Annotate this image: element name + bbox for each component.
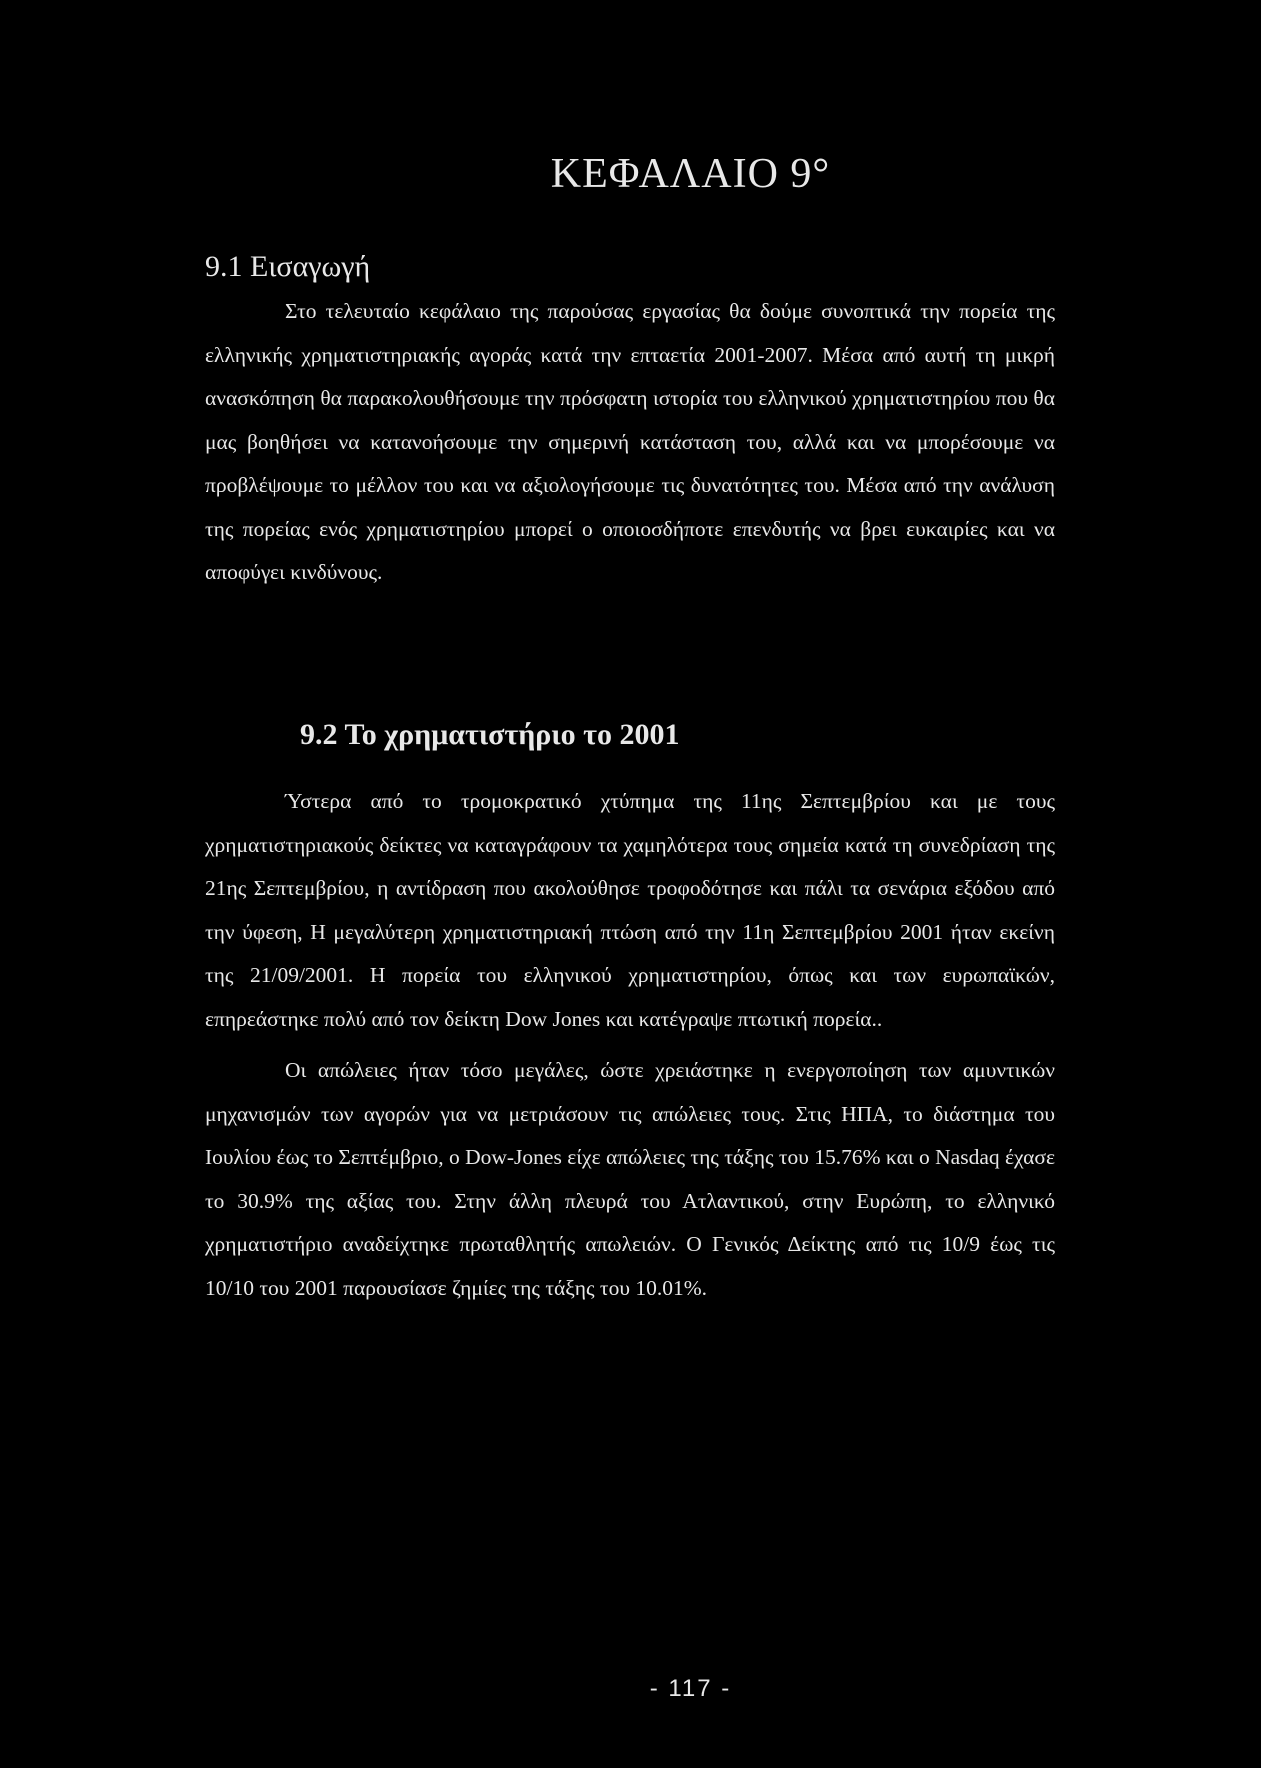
paragraph: Στο τελευταίο κεφάλαιο της παρούσας εργασίας θα δούμε συνοπτικά την πορεία της ελληνικής χρηματιστηριακής αγοράς κατά την επταετία 2001-2007. Μέσα από αυτή τη μικρή ανασκόπηση θα παρακολουθήσουμε την πρόσφατη ιστορία του ελληνικού χρηματιστηρίου που θα μας βοηθήσει να κατανοήσουμε την σημερινή κατάσταση του, αλλά και να μπορέσουμε να προβλέψουμε το μέλλον του και να αξιολογήσουμε τις δυνατότητες του. Μέσα από την ανάλυση της πορείας ενός χρηματιστηρίου μπορεί ο οποιοσδήποτε επενδυτής να βρει ευκαιρίες και να αποφύγει κινδύνους. (205, 299, 1055, 584)
section-body-stock-market-2001 (205, 780, 1055, 1310)
section-heading-introduction: 9.1 Εισαγωγή (205, 250, 371, 283)
paragraph: Ύστερα από το τρομοκρατικό χτύπημα της 11ης Σεπτεμβρίου και με τους χρηματιστηριακούς δείκτες να καταγράφουν τα χαμηλότερα τους σημεία κατά τη συνεδρίαση της 21ης Σεπτεμβρίου, η αντίδραση που ακολούθησε τροφοδότησε και πάλι τα σενάρια εξόδου από την ύφεση, Η μεγαλύτερη χρηματιστηριακή πτώση από την 11η Σεπτεμβρίου 2001 ήταν εκείνη της 21/09/2001. Η πορεία του ελληνικού χρηματιστηρίου, όπως και των ευρωπαϊκών, επηρεάστηκε πολύ από τον δείκτη Dow Jones και κατέγραψε πτωτική πορεία.. (205, 789, 1055, 1031)
section-body-introduction (205, 290, 1055, 595)
section-heading-stock-market-2001: 9.2 Το χρηματιστήριο το 2001 (300, 718, 680, 751)
chapter-title: ΚΕΦΑΛΑΙΟ 9° (550, 151, 831, 197)
paragraph: Οι απώλειες ήταν τόσο μεγάλες, ώστε χρειάστηκε η ενεργοποίηση των αμυντικών μηχανισμών των αγορών για να μετριάσουν τις απώλειες τους. Στις ΗΠΑ, το διάστημα του Ιουλίου έως το Σεπτέμβριο, ο Dow-Jones είχε απώλειες της τάξης του 15.76% και ο Nasdaq έχασε το 30.9% της αξίας του. Στην άλλη πλευρά του Ατλαντικού, στην Ευρώπη, το ελληνικό χρηματιστήριο αναδείχτηκε πρωταθλητής απωλειών. Ο Γενικός Δείκτης από τις 10/9 έως τις 10/10 του 2001 παρουσίασε ζημίες της τάξης του 10.01%. (205, 1058, 1055, 1300)
page-number: - 117 - (649, 1675, 732, 1702)
